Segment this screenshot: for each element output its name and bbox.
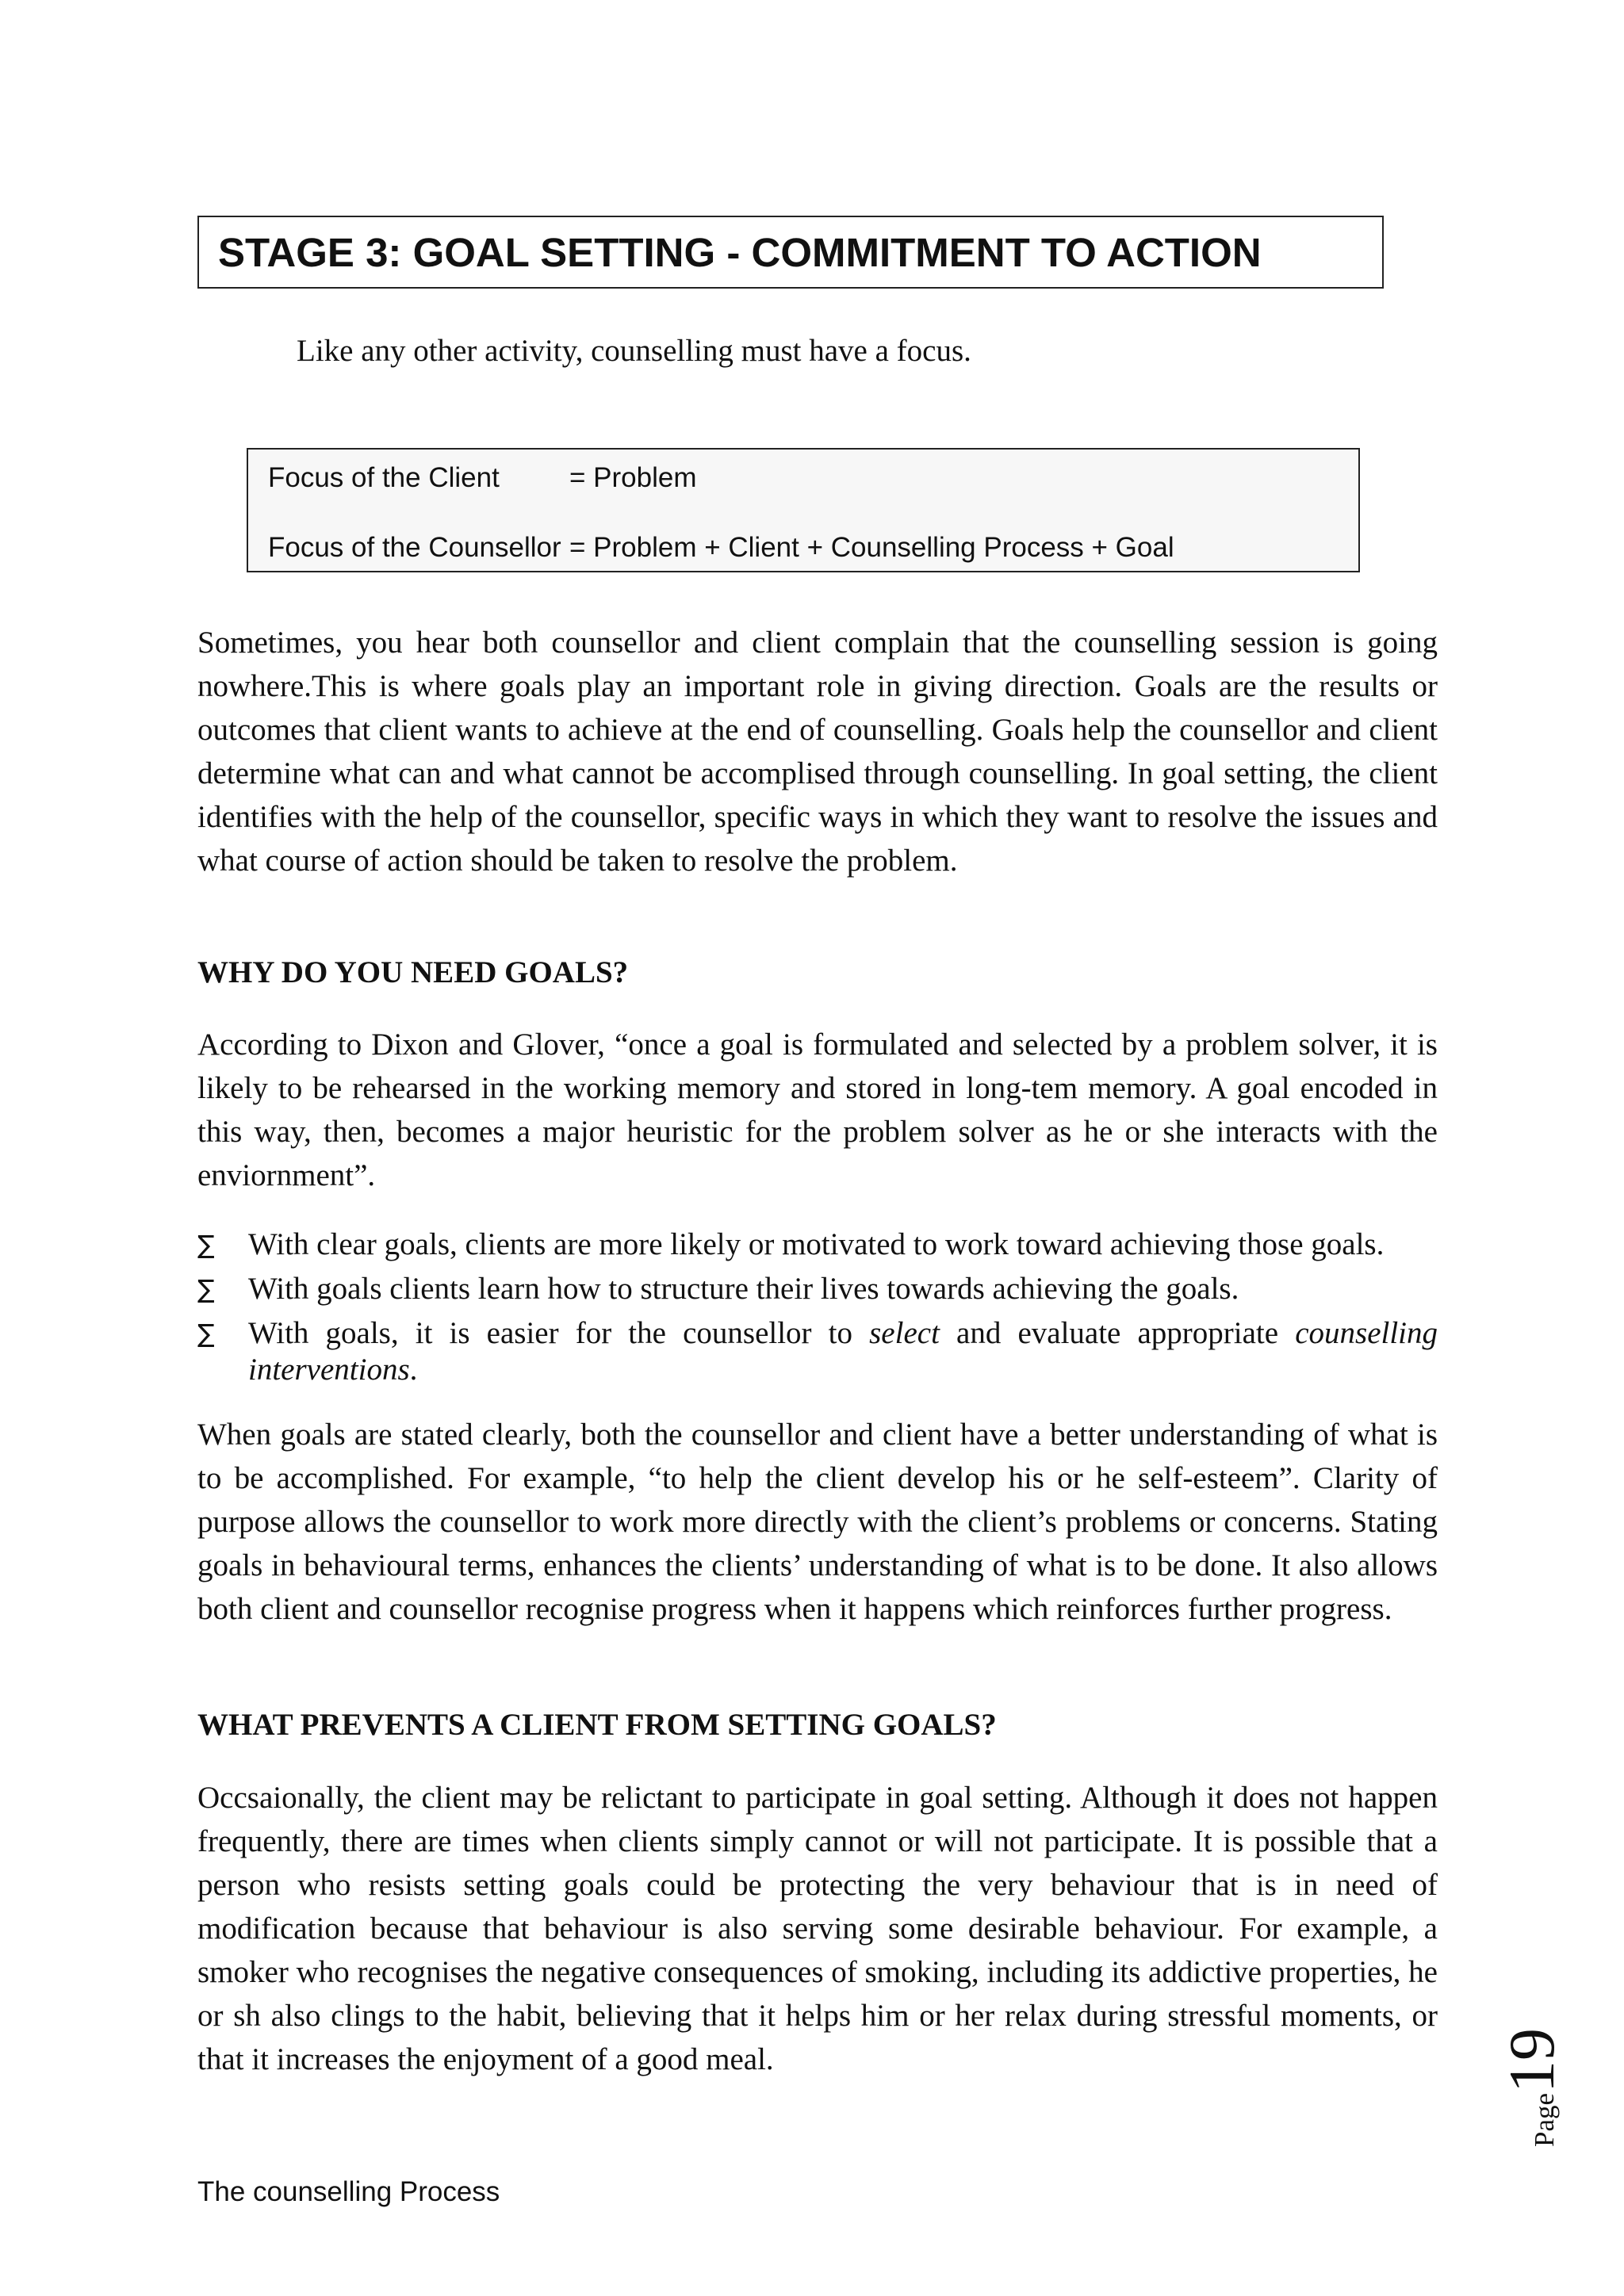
- paragraph-reluctant-client: Occsaionally, the client may be relictant to participate in goal setting. Although it does not happen frequently, there are times when clients simply cannot or will not participate. It is possible that a person who resists setting goals could be protecting the very behaviour that is in need of modification because that behaviour is also serving some desirable behaviour. For example, a smoker who recognises the negative consequences of smoking, including its addictive properties, he or sh also clings to the habit, believing that it helps him or her relax during stressful moments, or that it increases the enjoyment of a good meal.: [197, 1781, 1438, 2076]
- bullet-icon: ∑: [197, 1318, 215, 1349]
- page-number: [1495, 2014, 1590, 2172]
- page-word: Page: [1529, 2092, 1560, 2147]
- focus-label: Focus of the Counsellor: [268, 532, 561, 563]
- footer-text: The counselling Process: [197, 2176, 500, 2207]
- section-title: STAGE 3: GOAL SETTING - COMMITMENT TO ACTION: [218, 229, 1262, 275]
- bullet-text-italic: counselling interventions: [248, 1316, 1438, 1387]
- list-item: [197, 1271, 1438, 1307]
- bullet-text: With clear goals, clients are more likely or motivated to work toward achieving those goals.: [248, 1227, 1385, 1261]
- list-item: [197, 1315, 1438, 1388]
- heading-what-prevents: WHAT PREVENTS A CLIENT FROM SETTING GOALS?: [197, 1708, 997, 1742]
- focus-row-client: [268, 462, 697, 494]
- bullet-text-part: With goals, it is easier for the counsellor to: [248, 1316, 870, 1350]
- intro-sentence: Like any other activity, counselling must have a focus.: [297, 334, 971, 368]
- bullet-list: [197, 1226, 1438, 1388]
- focus-value: = Problem: [569, 462, 697, 493]
- page-number-value: 19: [1496, 2027, 1568, 2093]
- bullet-text-part: .: [409, 1353, 418, 1387]
- paragraph-clear-goals: When goals are stated clearly, both the counsellor and client have a better understanding of what is to be accomplished. For example, “to help the client develop his or he self-esteem”. Clarity of purpose allows the counsellor to work more directly with the client’s problems or concerns. Stating goals in behavioural terms, enhances the clients’ understanding of what is to be done. It also allows both client and counsellor recognise progress when it happens which reinforces further progress.: [197, 1418, 1438, 1626]
- bullet-icon: ∑: [197, 1230, 215, 1260]
- bullet-text-part: and evaluate appropriate: [939, 1316, 1296, 1350]
- section-title-box: [197, 216, 1384, 289]
- focus-box: [247, 448, 1360, 572]
- focus-label: Focus of the Client: [268, 462, 500, 493]
- focus-value: = Problem + Client + Counselling Process + Goal: [569, 532, 1174, 563]
- bullet-text-italic: select: [869, 1316, 940, 1350]
- bullet-text: With goals clients learn how to structure their lives towards achieving the goals.: [248, 1272, 1239, 1306]
- bullet-icon: ∑: [197, 1274, 215, 1304]
- heading-why-goals: WHY DO YOU NEED GOALS?: [197, 955, 629, 989]
- paragraph-goals-direction: Sometimes, you hear both counsellor and client complain that the counselling session is going nowhere.This is where goals play an important role in giving direction. Goals are the results or outcomes that client wants to achieve at the end of counselling. Goals help the counsellor and client determine what can and what cannot be accomplised through counselling. In goal setting, the client identifies with the help of the counsellor, specific ways in which they want to resolve the issues and what course of action should be taken to resolve the problem.: [197, 626, 1438, 878]
- focus-row-counsellor: [268, 532, 1174, 564]
- paragraph-dixon-glover: According to Dixon and Glover, “once a goal is formulated and selected by a problem solver, it is likely to be rehearsed in the working memory and stored in long-tem memory. A goal encoded in this way, then, becomes a major heuristic for the problem solver as he or she interacts with the enviornment”.: [197, 1027, 1438, 1192]
- list-item: [197, 1226, 1438, 1263]
